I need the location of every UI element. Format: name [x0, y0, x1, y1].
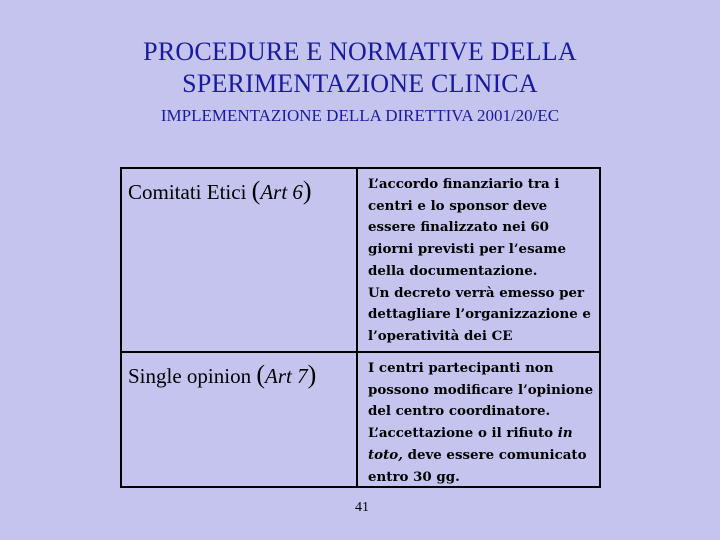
- slide-subtitle: IMPLEMENTAZIONE DELLA DIRETTIVA 2001/20/EC: [160, 106, 560, 125]
- slide-title: [0, 36, 720, 100]
- in-toto-italic: in toto,: [368, 425, 573, 463]
- table-row-1-description-cell: [358, 169, 599, 353]
- description-paragraph: Un decreto verrà emesso per dettagliare l’organizzazione e l’operatività dei CE: [368, 284, 591, 344]
- article-ref: Art 6: [260, 180, 303, 204]
- slide-title-line-1: PROCEDURE E NORMATIVE DELLA: [143, 37, 577, 66]
- articles-table: [120, 167, 601, 488]
- article-ref: Art 7: [265, 364, 308, 388]
- row-label: Single opinion (Art 7): [128, 360, 317, 389]
- row-label-text: Comitati Etici: [128, 180, 247, 204]
- row-label: Comitati Etici (Art 6): [128, 176, 312, 205]
- table-row-2-label-cell: [122, 353, 358, 488]
- slide-title-line-2: SPERIMENTAZIONE CLINICA: [182, 69, 538, 98]
- description-paragraph: I centri partecipanti non possono modificare l’opinione del centro coordinatore. L’accettazione o il rifiuto in toto, deve essere comunicato entro 30 gg.: [368, 360, 594, 485]
- row-label-text: Single opinion: [128, 364, 252, 388]
- row-description: [358, 353, 599, 488]
- table-row-2-description-cell: [358, 353, 599, 488]
- page-number: 41: [355, 500, 369, 515]
- row-description: [358, 169, 599, 348]
- table-row-1-label-cell: [122, 169, 358, 353]
- description-paragraph: L’accordo finanziario tra i centri e lo sponsor deve essere finalizzato nei 60 giorni previsti per l’esame della documentazione.: [368, 176, 566, 279]
